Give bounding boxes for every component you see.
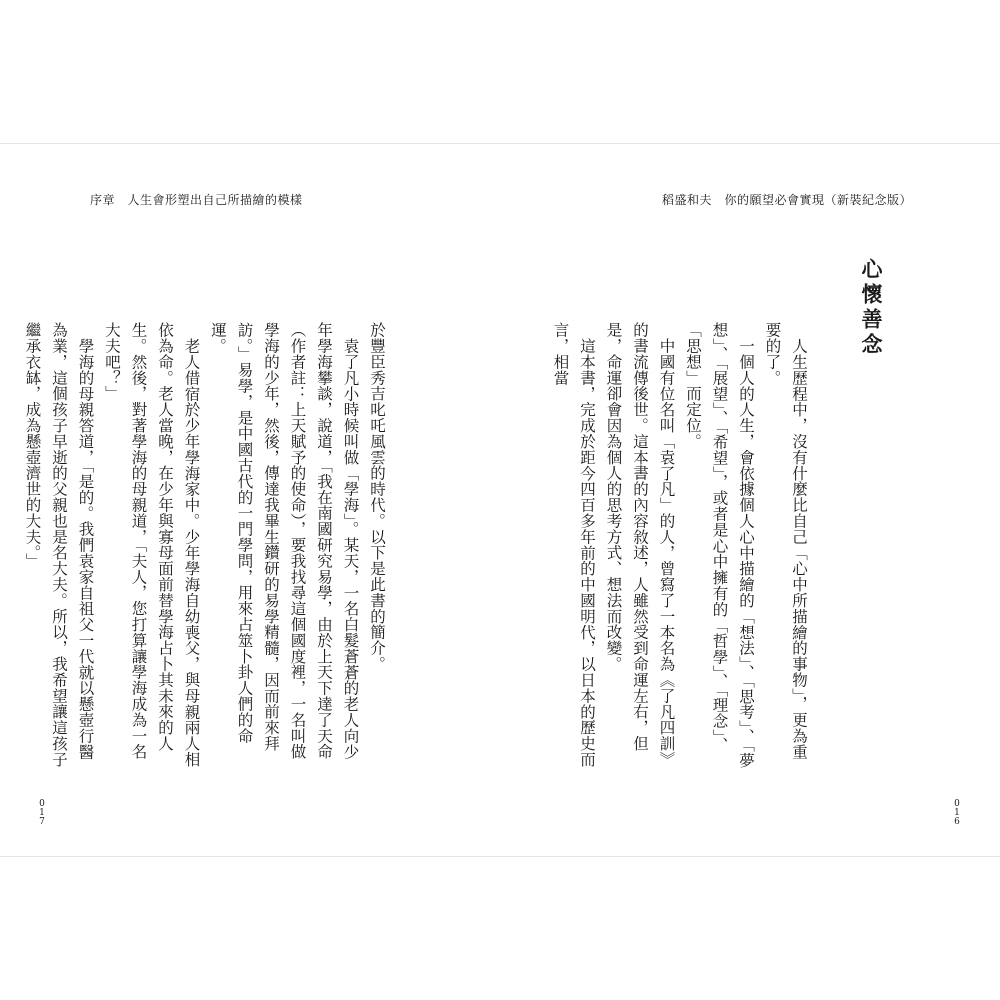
right-page-body [551,322,812,772]
paragraph: 這本書，完成於距今四百多年前的中國明代，以日本的歷史而言，相當 [551,322,596,767]
paragraph: 一個人的人生，會依據個人心中描繪的「想法」、「思考」、「夢想」、「展望」、「希望」，或者是心中擁有的「哲學」、「理念」、「思想」而定位。 [684,322,755,768]
chapter-title: 心懷善念 [859,258,884,358]
left-page-body [23,322,390,772]
paragraph: 袁了凡小時候叫做「學海」。某天，一名白髮蒼蒼的老人向少年學海攀談，說道，「我在南國研究易學，由於上天下達了天命（作者註：上天賦予的使命），要我找尋這個國度裡，一名叫做學海的少年，然後，傳達我畢生鑽研的易學精髓，因而前來拜訪。」易學，是中國古代的一門學問，用來占筮卜卦人們的命運。 [209,322,360,760]
paragraph: 老人借宿於少年學海家中。少年學海自幼喪父，與母親兩人相依為命。老人當晚，在少年與寡母面前替學海占卜其未來的人生。然後，對著學海的母親道，「夫人，您打算讓學海成為一名大夫吧？」 [103,322,201,767]
paragraph: 中國有位名叫「袁了凡」的人，曾寫了一本名為《了凡四訓》的書流傳後世。這本書的內容敘述，人雖然受到命運左右，但是，命運卻會因為個人的思考方式、想法而改變。 [604,322,676,767]
page-number-left: 017 [39,799,45,827]
page-number-right: 016 [954,799,960,827]
paragraph: 於豐臣秀吉叱吒風雲的時代。以下是此書的簡介。 [368,322,386,672]
paragraph: 學海的母親答道，「是的。我們袁家自祖父一代就以懸壺行醫為業，這個孩子早逝的父親也是名大夫。所以，我希望讓這孩子繼承衣缽，成為懸壺濟世的大夫。」 [23,322,95,768]
paragraph: 人生歷程中，沒有什麼比自己「心中所描繪的事物」，更為重要的了。 [763,322,808,760]
running-head-left: 序章 人生會形塑出自己所描繪的模樣 [90,193,303,207]
running-head-right: 稻盛和夫 你的願望必會實現（新裝紀念版） [661,193,912,207]
